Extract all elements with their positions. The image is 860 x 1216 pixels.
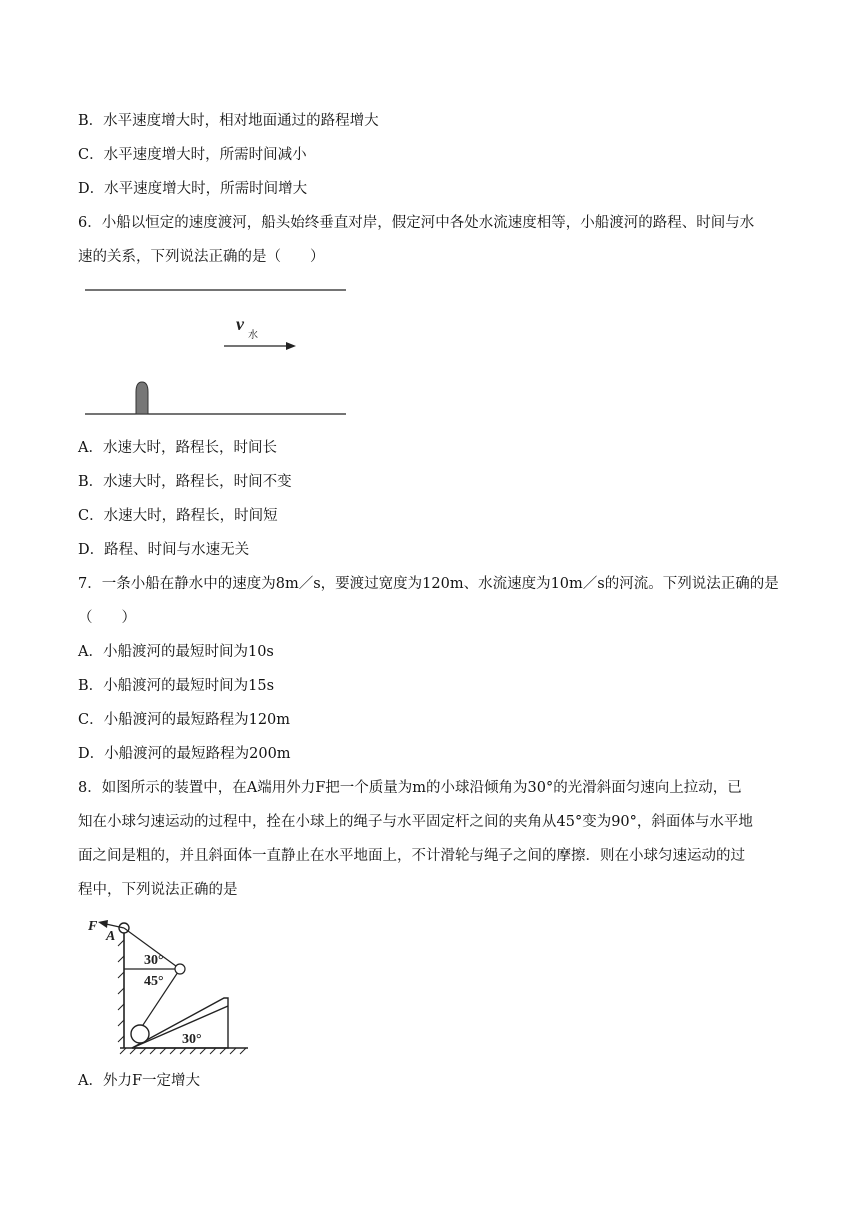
q5-option-b: B．水平速度增大时，相对地面通过的路程增大 xyxy=(78,113,379,129)
q5-option-d: D．水平速度增大时，所需时间增大 xyxy=(78,181,308,197)
velocity-subscript: 水 xyxy=(248,330,258,341)
boat-icon xyxy=(136,382,148,414)
q6-option-d: D．路程、时间与水速无关 xyxy=(78,542,250,558)
q8-incline-figure xyxy=(84,910,256,1056)
q6-option-a: A．水速大时，路程长，时间长 xyxy=(78,440,277,456)
label-f: F xyxy=(88,919,98,934)
q7-option-d: D．小船渡河的最短路程为200m xyxy=(78,746,291,762)
q7-option-c: C．小船渡河的最短路程为120m xyxy=(78,712,291,728)
label-a: A xyxy=(106,929,116,944)
ball xyxy=(131,1025,149,1043)
velocity-symbol: v xyxy=(236,314,244,334)
q6-river-figure xyxy=(80,282,352,422)
rod-hatching xyxy=(118,940,124,1042)
flow-arrow-head xyxy=(286,342,296,350)
q5-option-c: C．水平速度增大时，所需时间减小 xyxy=(78,147,307,163)
force-arrow-head xyxy=(98,920,108,928)
q8-stem-line2: 知在小球匀速运动的过程中，拴在小球上的绳子与水平固定杆之间的夹角从45°变为90°，斜面体与水平地 xyxy=(78,814,753,830)
angle-label-mid: 45° xyxy=(144,974,164,989)
q6-stem-line2: 速的关系，下列说法正确的是（ ） xyxy=(78,249,325,265)
q8-stem-line4: 程中，下列说法正确的是 xyxy=(78,882,238,898)
q7-stem-line1: 7．一条小船在静水中的速度为8m／s，要渡过宽度为120m、水流速度为10m／s的河流。下列说法正确的是 xyxy=(78,576,779,592)
ground-hatching xyxy=(120,1048,246,1054)
q8-stem-line1: 8．如图所示的装置中，在A端用外力F把一个质量为m的小球沿倾角为30°的光滑斜面匀速向上拉动，已 xyxy=(78,780,742,796)
q7-stem-line2: （ ） xyxy=(78,610,136,626)
rod-ring xyxy=(175,964,185,974)
q8-option-a: A．外力F一定增大 xyxy=(78,1073,201,1089)
q6-stem-line1: 6．小船以恒定的速度渡河，船头始终垂直对岸，假定河中各处水流速度相等，小船渡河的路程、时间与水 xyxy=(78,215,755,231)
q6-option-b: B．水速大时，路程长，时间不变 xyxy=(78,474,292,490)
q7-option-a: A．小船渡河的最短时间为10s xyxy=(78,644,274,660)
q7-option-b: B．小船渡河的最短时间为15s xyxy=(78,678,275,694)
angle-label-incline: 30° xyxy=(182,1032,202,1047)
q6-option-c: C．水速大时，路程长，时间短 xyxy=(78,508,278,524)
angle-label-top: 30° xyxy=(144,953,164,968)
q8-stem-line3: 面之间是粗的，并且斜面体一直静止在水平地面上，不计滑轮与绳子之间的摩擦．则在小球匀速运动的过 xyxy=(78,848,745,864)
